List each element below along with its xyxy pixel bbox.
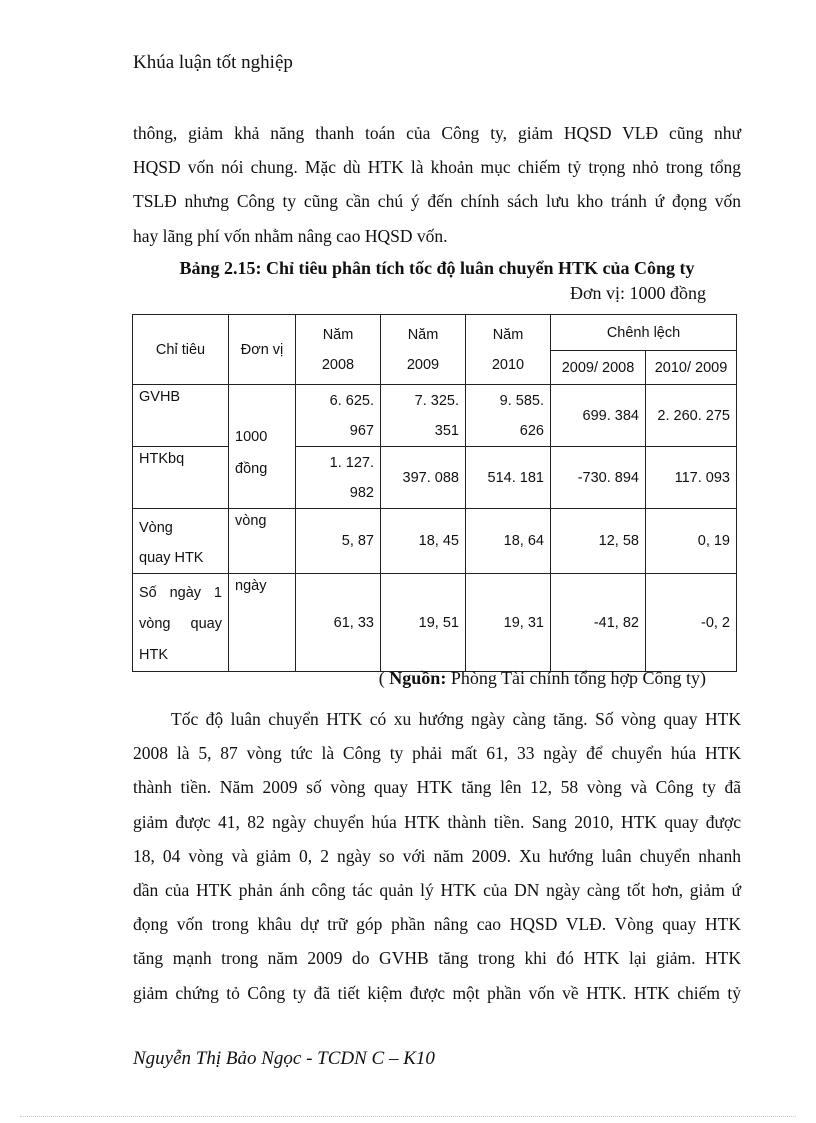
row-name-line: HTK — [139, 647, 168, 663]
row-name-line: vòng quay — [139, 616, 222, 632]
paragraph-line: 2008 là 5, 87 vòng tức là Công ty phải mất 61, 33 ngày để chuyển húa HTK — [133, 743, 741, 764]
value-2008 — [296, 385, 381, 447]
header-2009 — [381, 315, 466, 385]
value-line: 351 — [434, 422, 459, 439]
table-row — [133, 574, 737, 672]
value-line: 9. 585. — [499, 392, 544, 409]
value-line: 982 — [349, 484, 374, 501]
table-source: ( Nguồn: Phòng Tài chính tổng hợp Công ty) — [378, 668, 706, 688]
value-diff-1: -41, 82 — [551, 574, 646, 672]
row-unit: ngày — [229, 574, 296, 672]
value-line: 6. 625. — [329, 392, 374, 409]
page-bottom-rule — [20, 1116, 796, 1117]
header-year-value: 2010 — [491, 356, 525, 373]
value-2010: 514. 181 — [466, 447, 551, 509]
row-name — [133, 574, 229, 672]
table-row — [133, 509, 737, 574]
paragraph-line: hay lãng phí vốn nhằm nâng cao HQSD vốn. — [133, 225, 448, 246]
value-2010: 18, 64 — [466, 509, 551, 574]
source-label: Nguồn: — [389, 668, 447, 688]
paragraph-line: TSLĐ nhưng Công ty cũng cần chú ý đến chính sách lưu kho tránh ứ đọng vốn — [133, 191, 741, 212]
page-header: Khúa luận tốt nghiệp — [133, 52, 293, 73]
header-year-label: Năm — [492, 326, 524, 343]
row-name-line: Số ngày 1 — [139, 585, 222, 601]
table-header-row — [133, 315, 737, 351]
table-title: Bảng 2.15: Chỉ tiêu phân tích tốc độ luân chuyển HTK của Công ty — [179, 258, 695, 278]
header-diff-2010-2009: 2010/ 2009 — [646, 351, 737, 385]
paragraph-line: tăng mạnh trong năm 2009 do GVHB tăng trong khi đó HTK lại giảm. HTK — [133, 948, 741, 969]
row-unit: vòng — [229, 509, 296, 574]
paragraph-line: thông, giảm khả năng thanh toán của Công ty, giảm HQSD VLĐ cũng như — [133, 123, 741, 143]
value-diff-2: 0, 19 — [646, 509, 737, 574]
paragraph-line: thành tiền. Năm 2009 số vòng quay HTK tăng lên 12, 58 vòng và Công ty đã — [133, 777, 741, 798]
value-2009: 397. 088 — [381, 447, 466, 509]
value-2008: 5, 87 — [296, 509, 381, 574]
turnover-table — [132, 314, 737, 672]
header-unit: Đơn vị — [229, 315, 296, 385]
value-diff-2: 2. 260. 275 — [646, 385, 737, 447]
row-name — [133, 509, 229, 574]
header-year-value: 2008 — [321, 356, 355, 373]
unit-line: đồng — [235, 461, 268, 477]
header-year-label: Năm — [322, 326, 354, 343]
value-line: 1. 127. — [329, 454, 374, 471]
header-diff-2009-2008: 2009/ 2008 — [551, 351, 646, 385]
value-diff-1: 699. 384 — [551, 385, 646, 447]
table-unit-note: Đơn vị: 1000 đồng — [569, 283, 706, 303]
value-2009 — [381, 385, 466, 447]
paragraph-line: đọng vốn trong khâu dự trữ góp phần nâng cao HQSD VLĐ. Vòng quay HTK — [133, 914, 741, 935]
row-name-line: Vòng — [139, 520, 173, 536]
value-line: 626 — [519, 422, 544, 439]
value-diff-1: -730. 894 — [551, 447, 646, 509]
header-2008 — [296, 315, 381, 385]
header-indicator: Chỉ tiêu — [133, 315, 229, 385]
paragraph-line: dần của HTK phản ánh công tác quản lý HTK của DN ngày càng tốt hơn, giảm ứ — [133, 880, 741, 901]
paragraph-1 — [133, 116, 741, 253]
unit-line: 1000 — [235, 429, 268, 445]
value-2009: 19, 51 — [381, 574, 466, 672]
value-diff-2: -0, 2 — [646, 574, 737, 672]
header-year-value: 2009 — [406, 356, 440, 373]
row-name-line: quay HTK — [139, 550, 204, 566]
paragraph-line: 18, 04 vòng và giảm 0, 2 ngày so với năm 2009. Xu hướng luân chuyển nhanh — [133, 845, 741, 866]
paragraph-line: giảm được 41, 82 ngày chuyển húa HTK thành tiền. Sang 2010, HTK quay được — [133, 811, 741, 832]
value-2010: 19, 31 — [466, 574, 551, 672]
value-diff-2: 117. 093 — [646, 447, 737, 509]
paragraph-line: HQSD vốn nói chung. Mặc dù HTK là khoản mục chiếm tỷ trọng nhỏ trong tổng — [133, 157, 741, 178]
source-text: Phòng Tài chính tổng hợp Công ty) — [450, 668, 706, 688]
row-name: HTKbq — [133, 447, 229, 509]
paragraph-line: Tốc độ luân chuyển HTK có xu hướng ngày càng tăng. Số vòng quay HTK — [171, 709, 741, 729]
table-row — [133, 447, 737, 509]
value-line: 7. 325. — [414, 392, 459, 409]
paragraph-2 — [133, 702, 741, 1010]
table-row — [133, 385, 737, 447]
row-name: GVHB — [133, 385, 229, 447]
value-line: 967 — [349, 422, 374, 439]
value-2010 — [466, 385, 551, 447]
header-2010 — [466, 315, 551, 385]
shared-unit-cell — [229, 385, 296, 509]
header-year-label: Năm — [407, 326, 439, 343]
page-footer: Nguyễn Thị Bảo Ngọc - TCDN C – K10 — [133, 1048, 435, 1069]
header-difference: Chênh lệch — [551, 315, 737, 351]
value-diff-1: 12, 58 — [551, 509, 646, 574]
paragraph-line: giảm chứng tỏ Công ty đã tiết kiệm được một phần vốn về HTK. HTK chiếm tỷ — [133, 982, 741, 1003]
value-2009: 18, 45 — [381, 509, 466, 574]
value-2008 — [296, 447, 381, 509]
value-2008: 61, 33 — [296, 574, 381, 672]
